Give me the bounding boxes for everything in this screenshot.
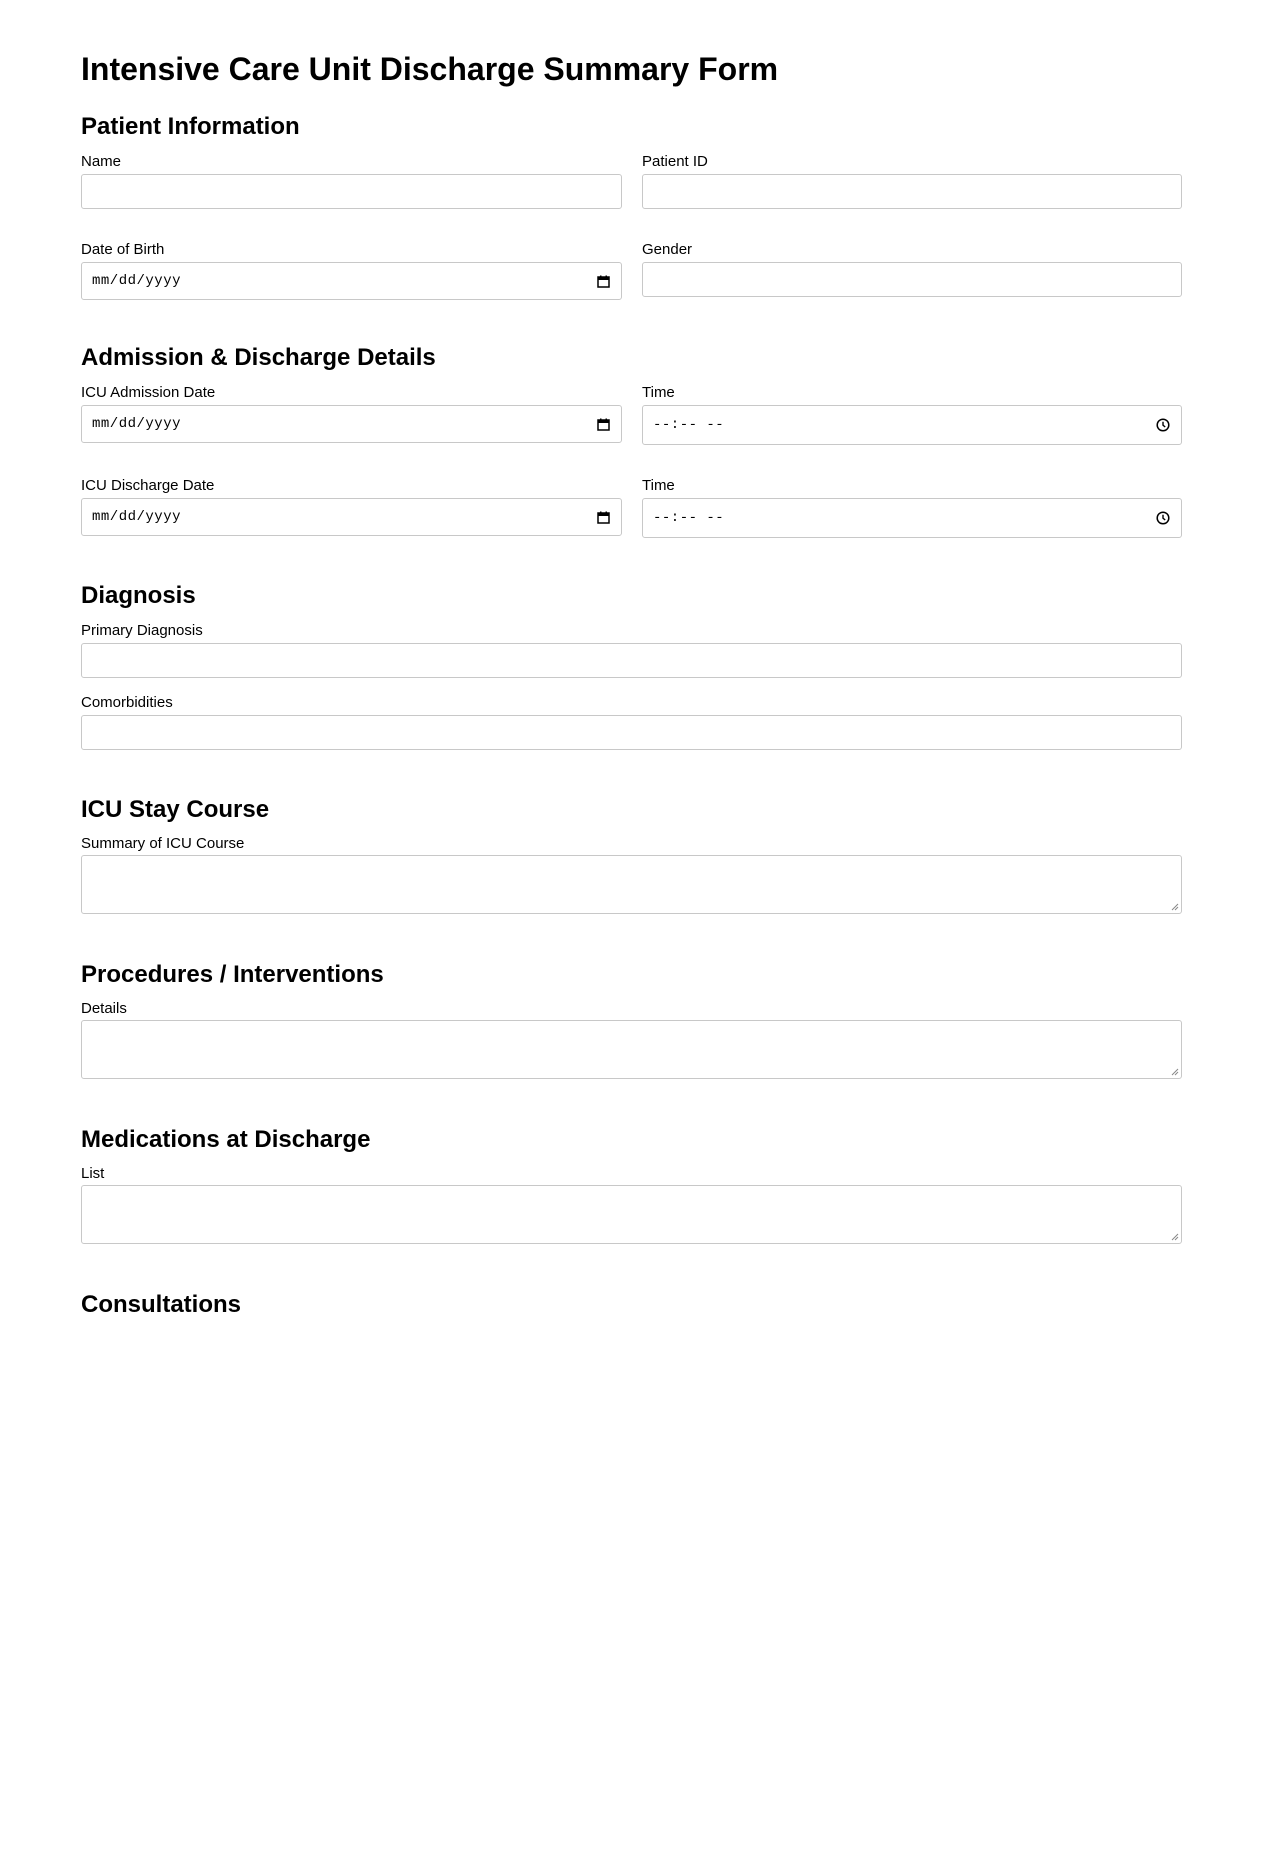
page-title: Intensive Care Unit Discharge Summary Form <box>81 51 779 87</box>
name-input[interactable] <box>81 174 622 209</box>
primary-diagnosis-input[interactable] <box>81 643 1182 678</box>
admission-time-placeholder: --:-- -- <box>653 417 725 433</box>
admission-time-input[interactable] <box>642 405 1182 445</box>
discharge-time-placeholder: --:-- -- <box>653 510 725 526</box>
section-heading-diagnosis: Diagnosis <box>81 582 196 609</box>
section-heading-consultations: Consultations <box>81 1291 241 1318</box>
summary-of-icu-course-textarea[interactable] <box>81 855 1182 914</box>
date-of-birth-label: Date of Birth <box>81 241 165 258</box>
date-of-birth-input[interactable] <box>81 262 622 300</box>
icu-admission-date-placeholder: mm/dd/yyyy <box>92 416 182 432</box>
clock-icon[interactable] <box>1155 417 1171 433</box>
resize-grip-icon[interactable] <box>1171 1233 1179 1241</box>
icu-discharge-date-input[interactable] <box>81 498 622 536</box>
calendar-icon[interactable] <box>595 273 611 289</box>
clock-icon[interactable] <box>1155 510 1171 526</box>
section-heading-icu-stay-course: ICU Stay Course <box>81 796 270 823</box>
discharge-time-label: Time <box>642 477 675 494</box>
medications-list-label: List <box>81 1165 105 1182</box>
section-heading-patient-information: Patient Information <box>81 113 300 140</box>
discharge-time-input[interactable] <box>642 498 1182 538</box>
name-label: Name <box>81 153 122 170</box>
patient-id-input[interactable] <box>642 174 1182 209</box>
medications-list-textarea[interactable] <box>81 1185 1182 1244</box>
gender-input[interactable] <box>642 262 1182 297</box>
section-heading-procedures: Procedures / Interventions <box>81 961 384 988</box>
icu-admission-date-label: ICU Admission Date <box>81 384 216 401</box>
calendar-icon[interactable] <box>595 509 611 525</box>
comorbidities-label: Comorbidities <box>81 694 173 711</box>
comorbidities-input[interactable] <box>81 715 1182 750</box>
patient-id-label: Patient ID <box>642 153 708 170</box>
resize-grip-icon[interactable] <box>1171 903 1179 911</box>
procedure-details-label: Details <box>81 1000 127 1017</box>
admission-time-label: Time <box>642 384 675 401</box>
section-heading-medications: Medications at Discharge <box>81 1126 371 1153</box>
procedure-details-textarea[interactable] <box>81 1020 1182 1079</box>
summary-of-icu-course-label: Summary of ICU Course <box>81 835 245 852</box>
icu-discharge-date-placeholder: mm/dd/yyyy <box>92 509 182 525</box>
calendar-icon[interactable] <box>595 416 611 432</box>
icu-admission-date-input[interactable] <box>81 405 622 443</box>
gender-label: Gender <box>642 241 693 258</box>
resize-grip-icon[interactable] <box>1171 1068 1179 1076</box>
date-of-birth-placeholder: mm/dd/yyyy <box>92 273 182 289</box>
icu-discharge-date-label: ICU Discharge Date <box>81 477 215 494</box>
section-heading-admission-discharge: Admission & Discharge Details <box>81 344 436 371</box>
primary-diagnosis-label: Primary Diagnosis <box>81 622 203 639</box>
